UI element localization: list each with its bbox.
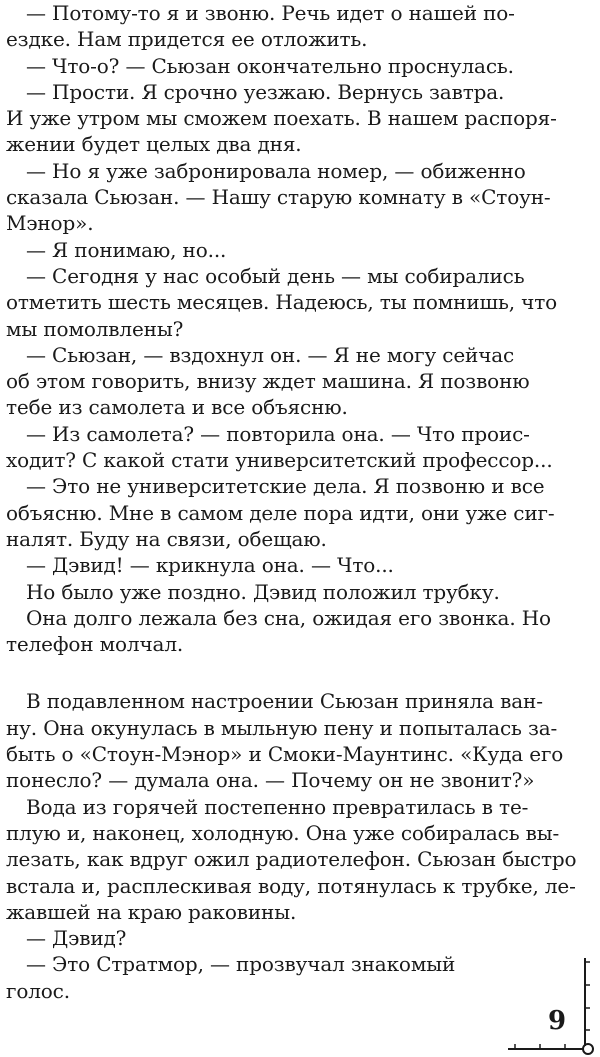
text-line: ездке. Нам придется ее отложить. xyxy=(6,27,368,52)
text-line: — Из самолета? — повторила она. — Что проис- xyxy=(26,421,530,446)
text-line: — Сегодня у нас особый день — мы собирались xyxy=(26,263,525,288)
page-number: 9 xyxy=(548,1006,567,1036)
text-line: сказала Сьюзан. — Нашу старую комнату в «Стоун- xyxy=(6,185,551,210)
text-line: телефон молчал. xyxy=(6,632,184,657)
text-line: быть о «Стоун-Мэнор» и Смоки-Маунтинс. «Куда его xyxy=(6,742,564,767)
text-line: И уже утром мы сможем поехать. В нашем распоря- xyxy=(6,106,557,131)
text-line: об этом говорить, внизу ждет машина. Я позвоню xyxy=(6,369,530,394)
text-line: понесло? — думала она. — Почему он не звонит?» xyxy=(6,768,535,793)
text-line: — Но я уже забронировала номер, — обиженно xyxy=(26,158,526,183)
text-line: — Дэвид? xyxy=(26,926,127,951)
text-line: — Что-о? — Сьюзан окончательно проснулась. xyxy=(26,53,514,78)
text-line: встала и, расплескивая воду, потянулась к трубке, ле- xyxy=(6,873,576,898)
text-line: лезать, как вдруг ожил радиотелефон. Сьюзан быстро xyxy=(6,847,577,872)
text-line: Вода из горячей постепенно превратилась в те- xyxy=(26,794,529,819)
text-line: жавшей на краю раковины. xyxy=(6,899,297,924)
text-line: налят. Буду на связи, обещаю. xyxy=(6,526,327,551)
text-line: — Прости. Я срочно уезжаю. Вернусь завтра. xyxy=(26,79,505,104)
text-line: — Я понимаю, но... xyxy=(26,237,227,262)
text-line: — Это не университетские дела. Я позвоню и все xyxy=(26,474,545,499)
text-line: голос. xyxy=(6,978,70,1003)
text-line: — Дэвид! — крикнула она. — Что... xyxy=(26,553,394,578)
text-line: Она долго лежала без сна, ожидая его звонка. Но xyxy=(26,605,551,630)
text-line: — Это Стратмор, — прозвучал знакомый xyxy=(26,952,456,977)
text-line: Но было уже поздно. Дэвид положил трубку. xyxy=(26,579,500,604)
text-line: объясню. Мне в самом деле пора идти, они уже сиг- xyxy=(6,500,555,525)
text-line: жении будет целых два дня. xyxy=(6,132,302,157)
text-line: мы помолвлены? xyxy=(6,316,184,341)
text-line: отметить шесть месяцев. Надеюсь, ты помнишь, что xyxy=(6,290,558,315)
text-line: Мэнор». xyxy=(6,211,94,236)
text-line: плую и, наконец, холодную. Она уже собиралась вы- xyxy=(6,820,560,845)
text-line: тебе из самолета и все объясню. xyxy=(6,395,348,420)
text-line: В подавленном настроении Сьюзан приняла ван- xyxy=(26,689,543,714)
text-line: — Потому-то я и звоню. Речь идет о нашей по- xyxy=(26,1,515,25)
text-line: ну. Она окунулась в мыльную пену и попыталась за- xyxy=(6,715,558,740)
text-line: ходит? С какой стати университетский профессор... xyxy=(6,448,553,473)
text-line: — Сьюзан, — вздохнул он. — Я не могу сейчас xyxy=(26,342,515,367)
